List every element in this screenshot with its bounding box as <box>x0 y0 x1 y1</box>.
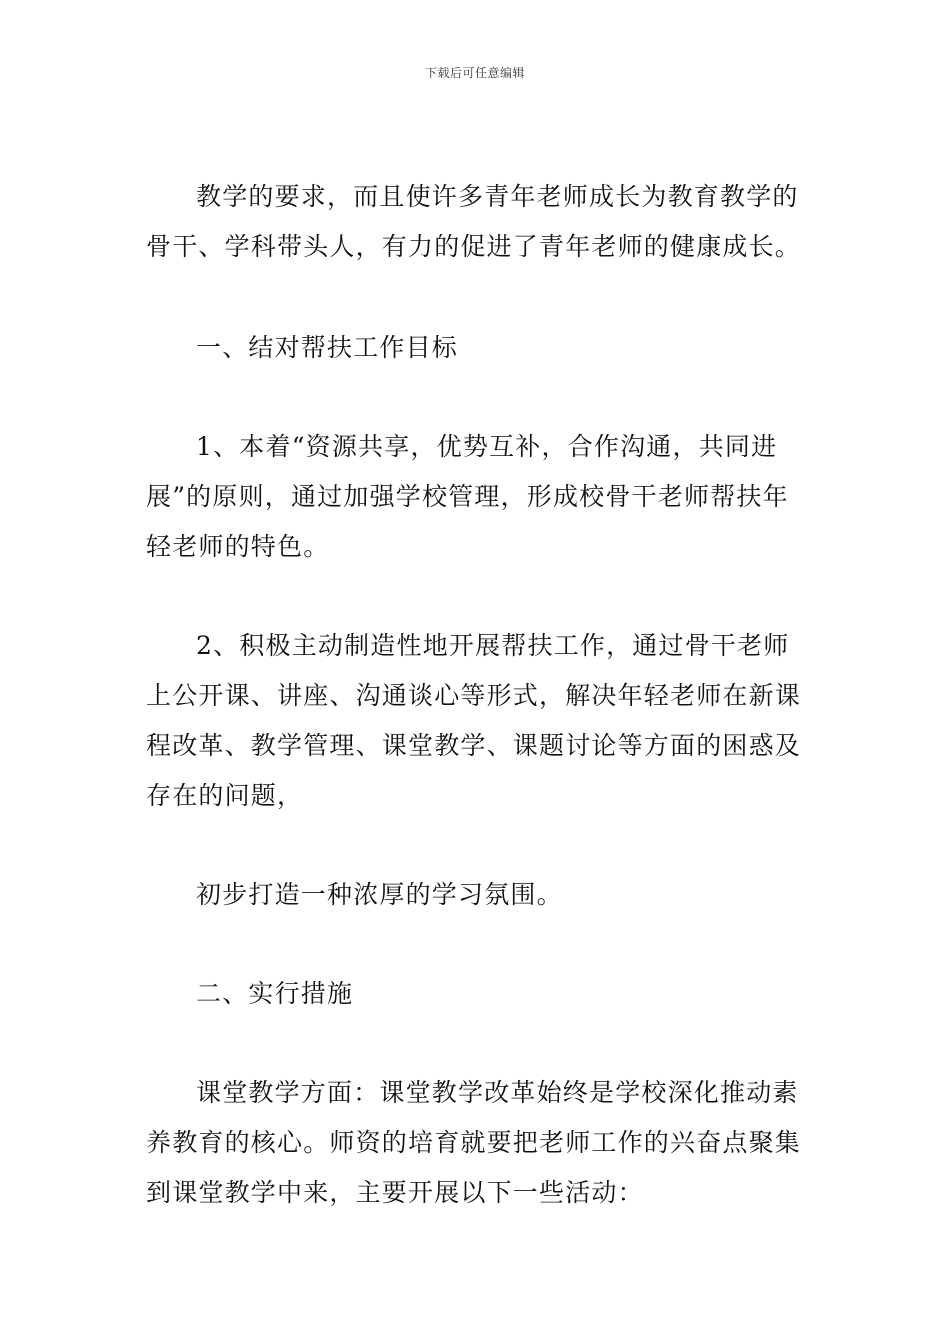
section-heading-measures: 二、实行措施 <box>196 979 354 1008</box>
section-heading-goals: 一、结对帮扶工作目标 <box>196 333 459 362</box>
paragraph-goal-1: 1、本着“资源共享，优势互补，合作沟通，共同进展”的原则，通过加强学校管理，形成校骨干老师帮扶年轻老师的特色。 <box>146 432 789 561</box>
paragraph-classroom: 课堂教学方面：课堂教学改革始终是学校深化推动素养教育的核心。师资的培育就要把老师工作的兴奋点聚集到课堂教学中来，主要开展以下一些活动： <box>146 1078 802 1207</box>
paragraph-atmosphere: 初步打造一种浓厚的学习氛围。 <box>196 880 563 909</box>
page-header: 下载后可任意编辑 <box>424 66 525 80</box>
paragraph-goal-2: 2、积极主动制造性地开展帮扶工作，通过骨干老师上公开课、讲座、沟通谈心等形式，解决年轻老师在新课程改革、教学管理、课堂教学、课题讨论等方面的困惑及存在的问题， <box>146 631 802 810</box>
paragraph-intro: 教学的要求，而且使许多青年老师成长为教育教学的骨干、学科带头人，有力的促进了青年老师的健康成长。 <box>146 182 802 261</box>
